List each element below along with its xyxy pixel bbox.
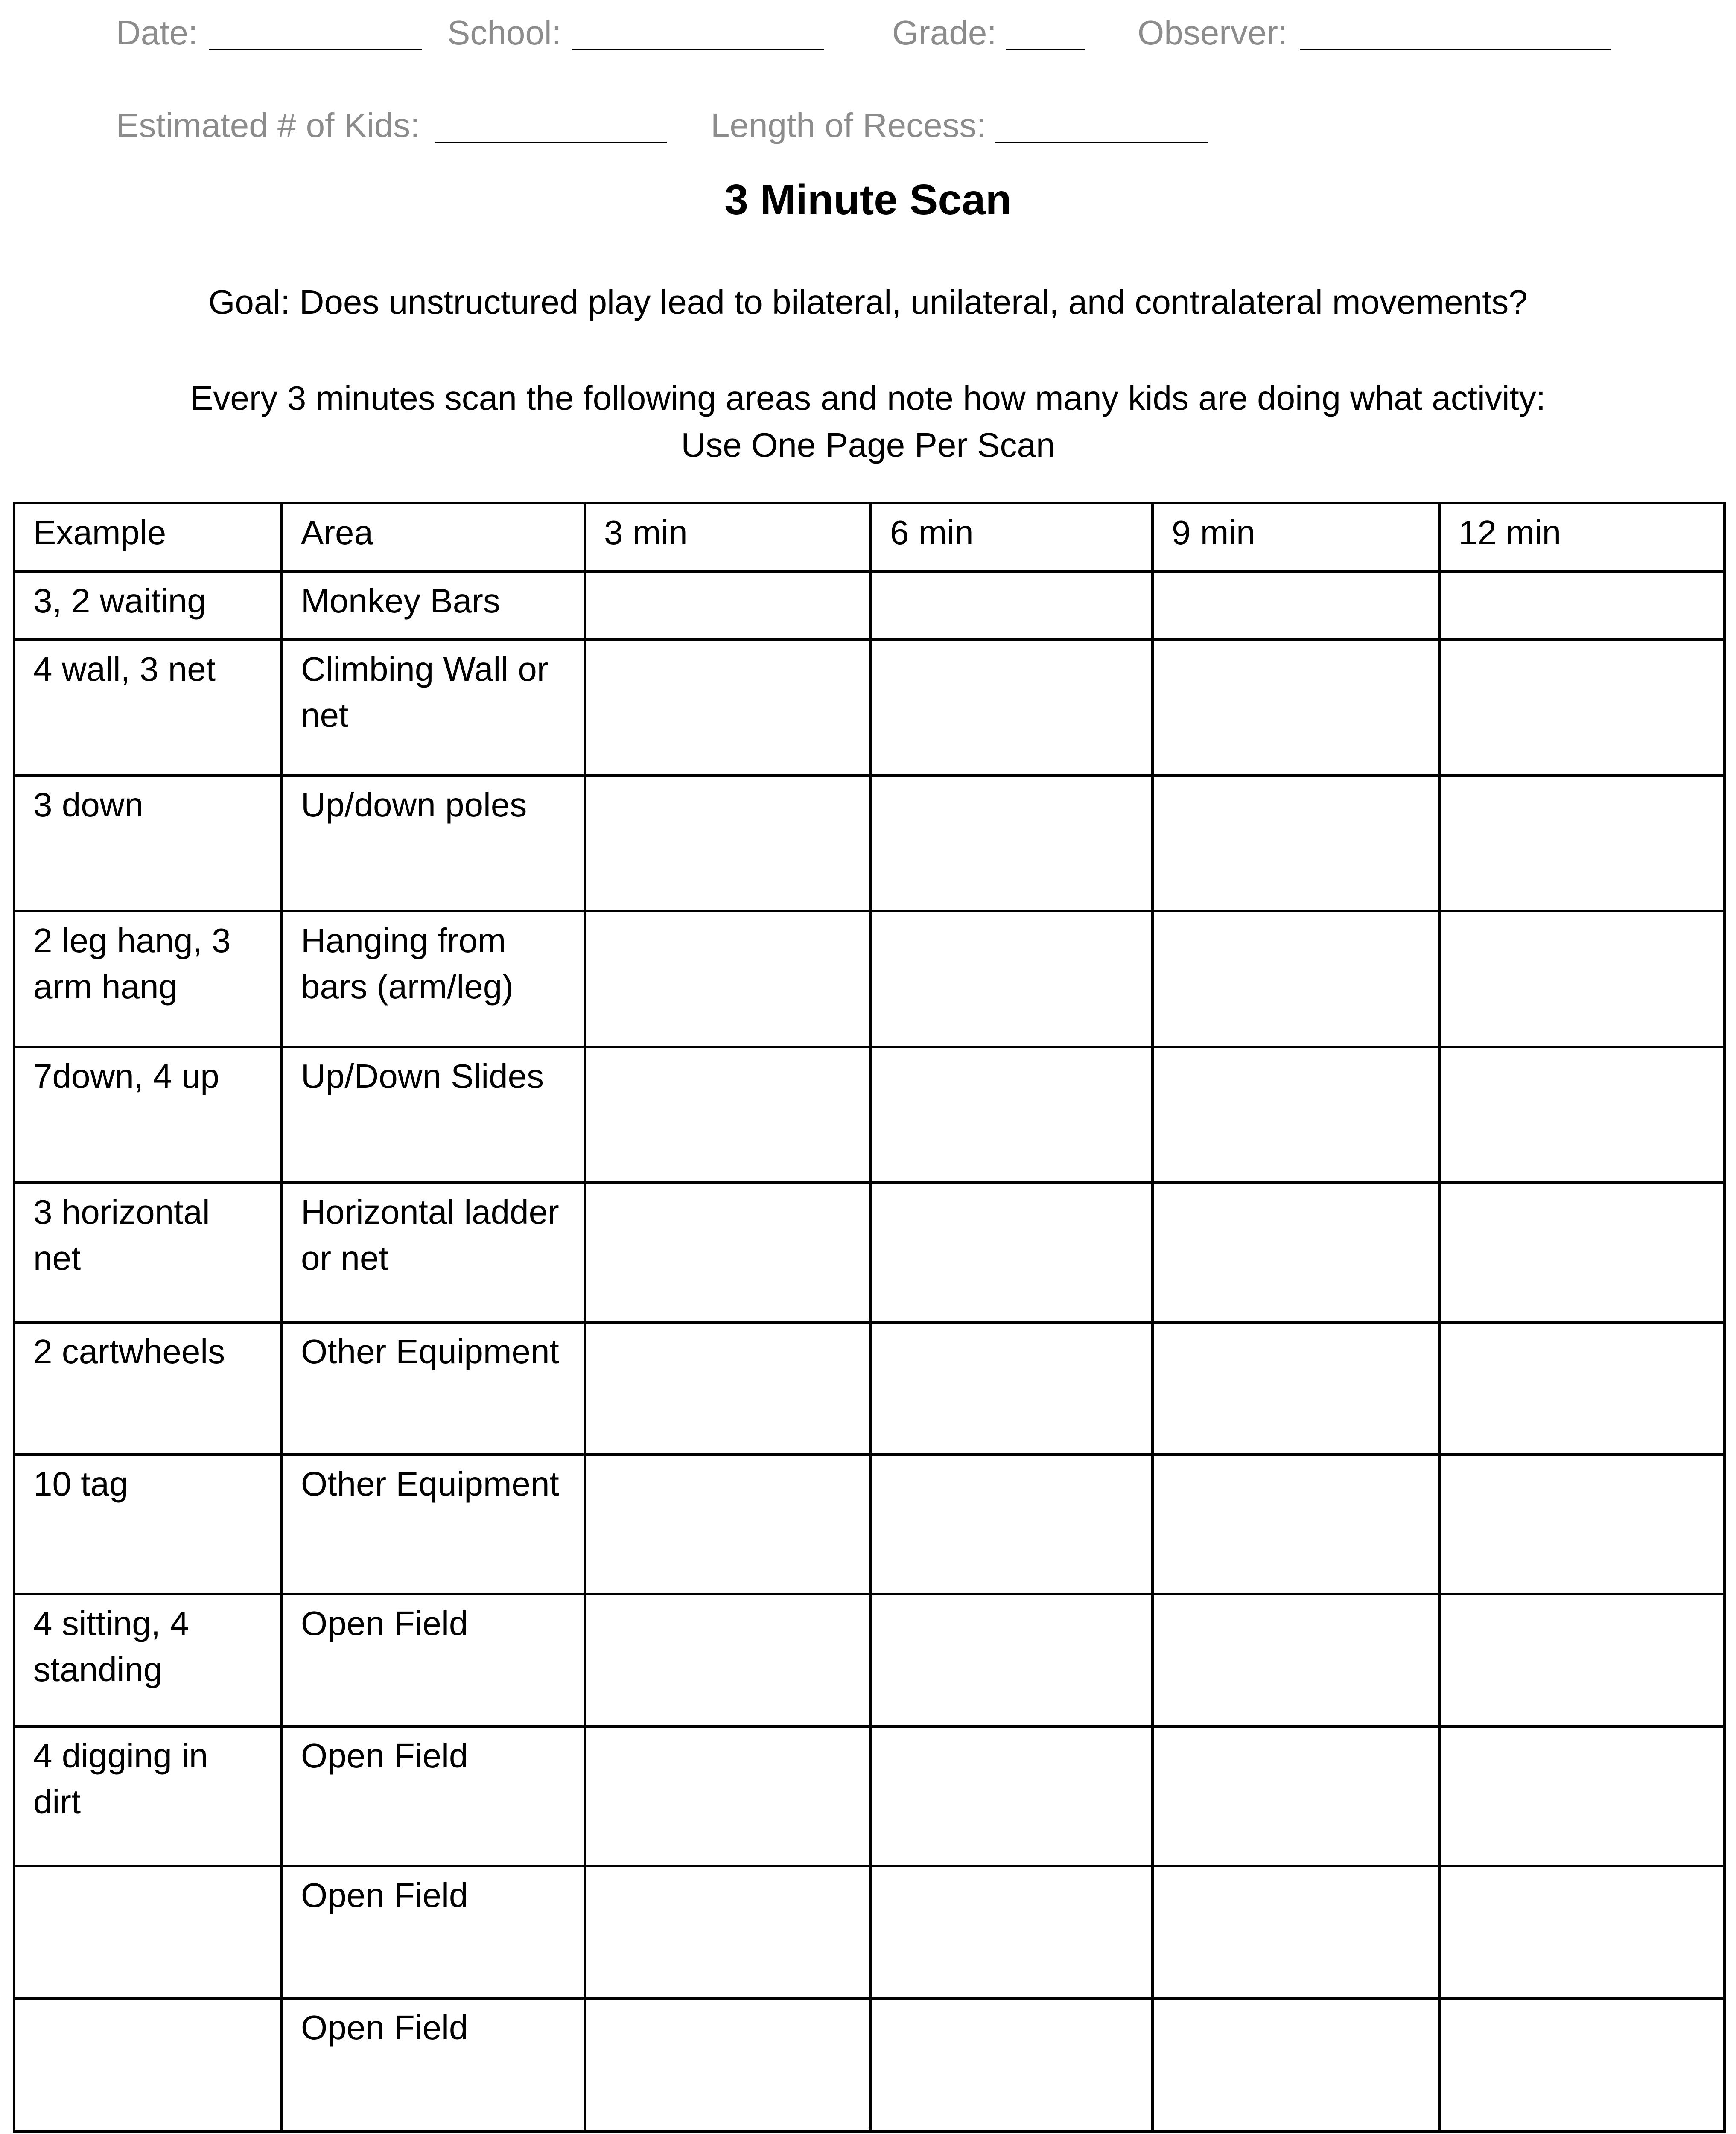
example-cell: 10 tag — [14, 1455, 282, 1594]
tally-cell-3-min[interactable] — [585, 1047, 871, 1183]
example-cell: 7down, 4 up — [14, 1047, 282, 1183]
area-cell: Horizontal ladder or net — [282, 1183, 585, 1322]
example-cell: 4 sitting, 4 standing — [14, 1594, 282, 1726]
tally-cell-3-min[interactable] — [585, 911, 871, 1047]
observer-label: Observer: — [1138, 14, 1288, 52]
tally-cell-12-min[interactable] — [1439, 571, 1724, 640]
grade-blank[interactable] — [1006, 49, 1085, 50]
tally-cell-3-min[interactable] — [585, 571, 871, 640]
table-row — [14, 640, 1724, 775]
recess-blank[interactable] — [995, 142, 1208, 143]
tally-cell-3-min[interactable] — [585, 1998, 871, 2131]
tally-cell-3-min[interactable] — [585, 1183, 871, 1322]
goal-text: Goal: Does unstructured play lead to bilateral, unilateral, and contralateral movements? — [208, 283, 1528, 321]
school-label: School: — [447, 14, 561, 52]
date-label: Date: — [116, 14, 198, 52]
tally-cell-9-min[interactable] — [1152, 1594, 1439, 1726]
example-cell: 2 leg hang, 3 arm hang — [14, 911, 282, 1047]
tally-cell-9-min[interactable] — [1152, 1726, 1439, 1866]
example-cell — [14, 1998, 282, 2131]
tally-cell-12-min[interactable] — [1439, 775, 1724, 911]
tally-cell-12-min[interactable] — [1439, 1047, 1724, 1183]
tally-cell-6-min[interactable] — [871, 911, 1152, 1047]
observer-blank[interactable] — [1300, 49, 1611, 50]
header-cell-9-min: 9 min — [1152, 503, 1439, 571]
example-cell — [14, 1866, 282, 1998]
tally-cell-12-min[interactable] — [1439, 1866, 1724, 1998]
header-cell-example: Example — [14, 503, 282, 571]
example-cell: 3, 2 waiting — [14, 571, 282, 640]
tally-cell-9-min[interactable] — [1152, 911, 1439, 1047]
tally-cell-3-min[interactable] — [585, 775, 871, 911]
tally-cell-3-min[interactable] — [585, 1455, 871, 1594]
area-cell: Open Field — [282, 1998, 585, 2131]
header-row — [14, 503, 1724, 571]
tally-cell-6-min[interactable] — [871, 571, 1152, 640]
area-cell: Hanging from bars (arm/leg) — [282, 911, 585, 1047]
tally-cell-12-min[interactable] — [1439, 1455, 1724, 1594]
tally-cell-6-min[interactable] — [871, 1866, 1152, 1998]
tally-cell-9-min[interactable] — [1152, 1322, 1439, 1455]
table-row — [14, 1047, 1724, 1183]
tally-cell-12-min[interactable] — [1439, 1998, 1724, 2131]
tally-cell-9-min[interactable] — [1152, 640, 1439, 775]
scan-table — [13, 502, 1726, 2133]
kids-blank[interactable] — [435, 142, 667, 143]
instruction-subtext: Use One Page Per Scan — [681, 426, 1055, 464]
tally-cell-6-min[interactable] — [871, 1322, 1152, 1455]
tally-cell-12-min[interactable] — [1439, 640, 1724, 775]
area-cell: Open Field — [282, 1726, 585, 1866]
tally-cell-12-min[interactable] — [1439, 1726, 1724, 1866]
tally-cell-6-min[interactable] — [871, 1183, 1152, 1322]
table-row — [14, 911, 1724, 1047]
tally-cell-12-min[interactable] — [1439, 1183, 1724, 1322]
example-cell: 3 down — [14, 775, 282, 911]
area-cell: Up/down poles — [282, 775, 585, 911]
tally-cell-6-min[interactable] — [871, 775, 1152, 911]
kids-label: Estimated # of Kids: — [116, 106, 420, 144]
area-cell: Other Equipment — [282, 1455, 585, 1594]
tally-cell-9-min[interactable] — [1152, 1455, 1439, 1594]
header-cell-6-min: 6 min — [871, 503, 1152, 571]
area-cell: Climbing Wall or net — [282, 640, 585, 775]
table-row — [14, 1726, 1724, 1866]
area-cell: Other Equipment — [282, 1322, 585, 1455]
tally-cell-3-min[interactable] — [585, 1322, 871, 1455]
area-cell: Monkey Bars — [282, 571, 585, 640]
school-blank[interactable] — [572, 49, 824, 50]
area-cell: Open Field — [282, 1594, 585, 1726]
example-cell: 3 horizontal net — [14, 1183, 282, 1322]
tally-cell-6-min[interactable] — [871, 1998, 1152, 2131]
example-cell: 2 cartwheels — [14, 1322, 282, 1455]
tally-cell-9-min[interactable] — [1152, 571, 1439, 640]
table-row — [14, 1998, 1724, 2131]
tally-cell-12-min[interactable] — [1439, 911, 1724, 1047]
header-cell-12-min: 12 min — [1439, 503, 1724, 571]
recess-label: Length of Recess: — [711, 106, 986, 144]
grade-label: Grade: — [892, 14, 997, 52]
instruction-text: Every 3 minutes scan the following areas and note how many kids are doing what activity: — [190, 379, 1546, 417]
tally-cell-9-min[interactable] — [1152, 1866, 1439, 1998]
area-cell: Open Field — [282, 1866, 585, 1998]
table-row — [14, 1183, 1724, 1322]
tally-cell-3-min[interactable] — [585, 1594, 871, 1726]
example-cell: 4 digging in dirt — [14, 1726, 282, 1866]
date-blank[interactable] — [209, 49, 422, 50]
example-cell: 4 wall, 3 net — [14, 640, 282, 775]
tally-cell-9-min[interactable] — [1152, 1183, 1439, 1322]
area-cell: Up/Down Slides — [282, 1047, 585, 1183]
tally-cell-12-min[interactable] — [1439, 1322, 1724, 1455]
tally-cell-6-min[interactable] — [871, 640, 1152, 775]
page-title: 3 Minute Scan — [724, 176, 1012, 224]
tally-cell-9-min[interactable] — [1152, 775, 1439, 911]
table-row — [14, 1455, 1724, 1594]
tally-cell-6-min[interactable] — [871, 1594, 1152, 1726]
table-row — [14, 775, 1724, 911]
table-row — [14, 571, 1724, 640]
tally-cell-6-min[interactable] — [871, 1455, 1152, 1594]
tally-cell-12-min[interactable] — [1439, 1594, 1724, 1726]
tally-cell-3-min[interactable] — [585, 1866, 871, 1998]
tally-cell-9-min[interactable] — [1152, 1998, 1439, 2131]
header-cell-area: Area — [282, 503, 585, 571]
tally-cell-6-min[interactable] — [871, 1047, 1152, 1183]
table-row — [14, 1594, 1724, 1726]
table-row — [14, 1322, 1724, 1455]
table-row — [14, 1866, 1724, 1998]
tally-cell-3-min[interactable] — [585, 640, 871, 775]
tally-cell-6-min[interactable] — [871, 1726, 1152, 1866]
tally-cell-9-min[interactable] — [1152, 1047, 1439, 1183]
header-cell-3-min: 3 min — [585, 503, 871, 571]
tally-cell-3-min[interactable] — [585, 1726, 871, 1866]
